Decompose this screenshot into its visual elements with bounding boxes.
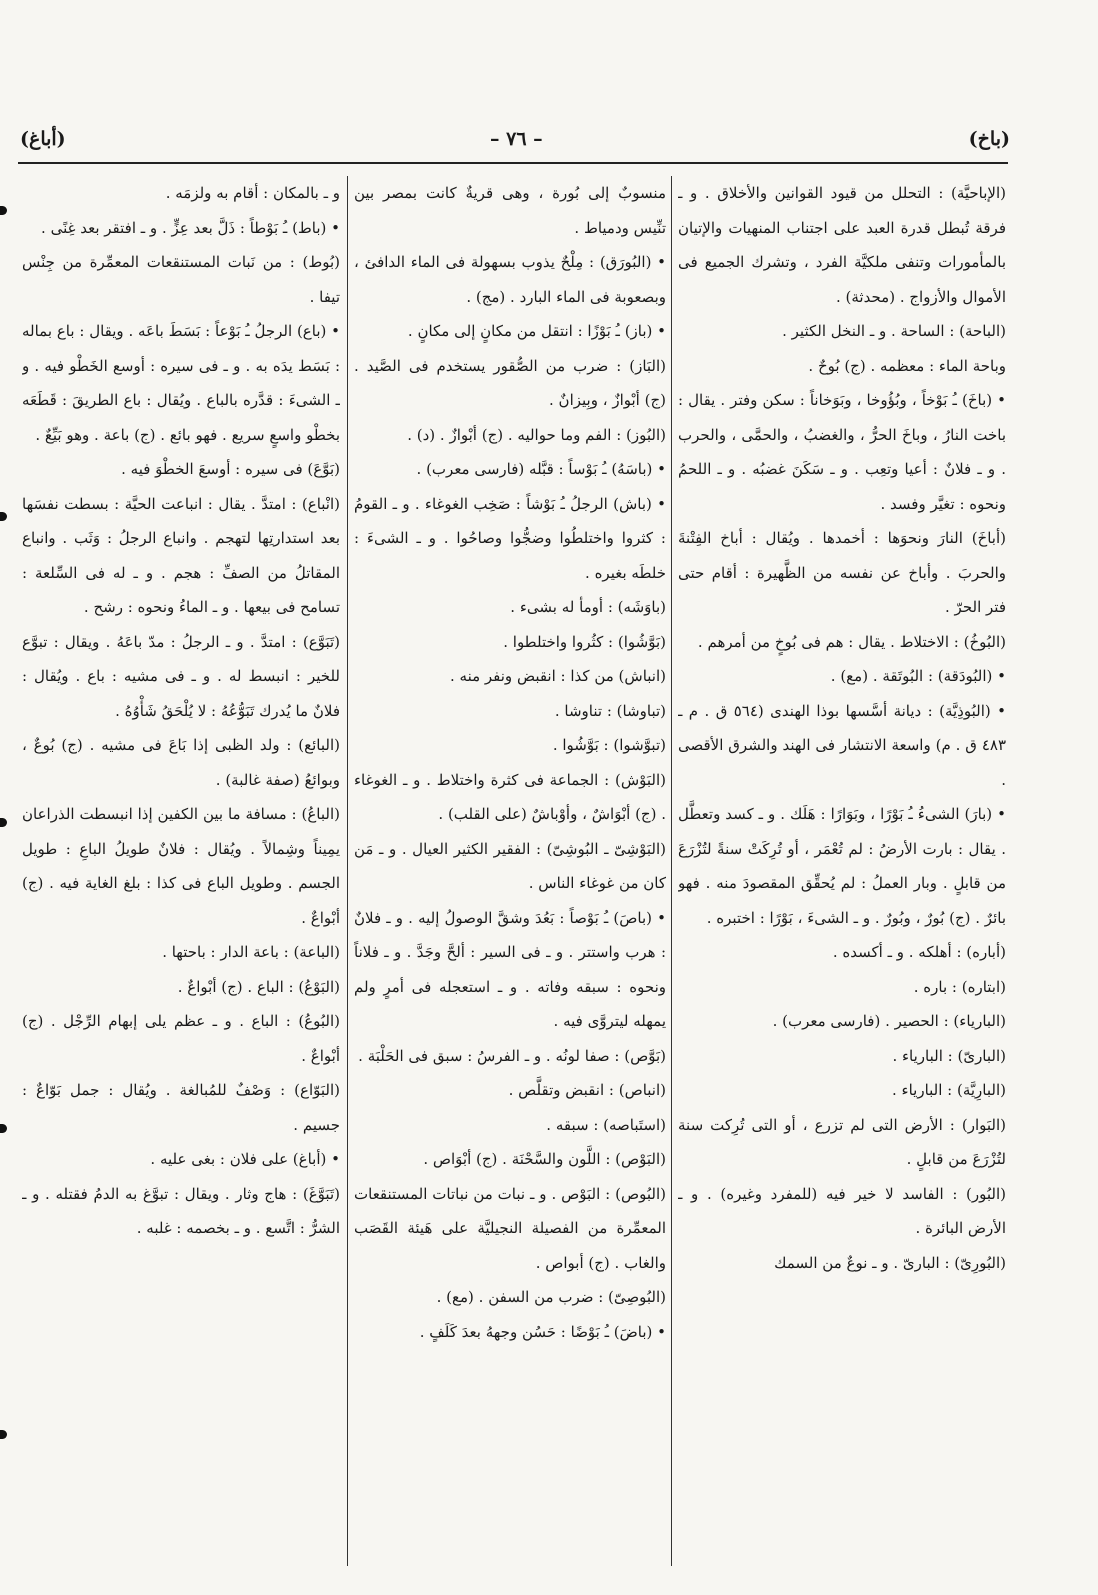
dictionary-entry: (البُوز) : الفم وما حواليه . (ج) أبْوازٌ . (د) . xyxy=(407,425,666,444)
edge-mark xyxy=(0,512,7,521)
page-number: – ٧٦ – xyxy=(490,128,543,150)
column-divider-left xyxy=(347,176,348,1566)
edge-mark xyxy=(0,206,7,215)
header-first-entry: (باخ) xyxy=(968,128,1010,150)
dictionary-entry: (أباخَ) النارَ ونحوَها : أخمدها . ويُقال : أباخ الفِتْنةَ والحربَ . وأباخ عن نفسه من الظَّهيرة : أقام حتى فتر الحرّ . xyxy=(678,529,1006,616)
dictionary-entry: منسوبٌ إلى بُورة ، وهى قريةٌ كانت بمصر بين تنِّيس ودمياط . xyxy=(354,184,666,237)
dictionary-entry: (البَوْشِىّ ـ البُوشِىّ) : الفقير الكثير العيال . و ـ مَن كان من غوغاء الناس . xyxy=(354,839,666,892)
dictionary-entry: (البُوعُ) : الباع . و ـ عظم يلى إبهام الرِّجْل . (ج) أبْواعٌ . xyxy=(22,1012,340,1065)
dictionary-entry: (البارياء) : الحصير . (فارسى معرب) . xyxy=(772,1012,1006,1030)
dictionary-entry: (انباص) : انقبض وتقلَّص . xyxy=(508,1081,666,1099)
dictionary-entry: • (باسَهُ) ـُ بَوْساً : قبَّله (فارسى معرب) . xyxy=(416,460,666,478)
dictionary-entry: (تَبَوَّغَ) : هاج وثار . ويقال : تبوَّغ به الدمُ فقتله . و ـ الشرُّ : اتَّسع . و ـ بخصمه : غلبه . xyxy=(22,1184,340,1237)
column-left xyxy=(22,176,340,1576)
dictionary-entry: (بَوَّص) : صفا لونُه . و ـ الفرسُ : سبق فى الحَلْبَة . xyxy=(358,1046,666,1065)
dictionary-entry: • (بارَ) الشىءُ ـُ بَوْرًا ، وبَوَارًا : هَلَك . و ـ كسد وتعطَّل . يقال : بارت الأرضُ : لم تُعْمَر ، أو تُرِكَتْ سنةً لتُزْرَعَ من قابلٍ . وبار العملُ : لم يُحقِّق المقصودَ منه . فهو بائرٌ . (ج) بُورٌ ، وبُورٌ . و ـ الشىءَ ، بَوْرًا : اختبره . xyxy=(678,805,1006,927)
dictionary-entry: • (باخَ) ـُ بَوْخاً ، وبُؤُوخا ، وبَوَخاناً : سكن وفتر . يقال : باخت النارُ ، وباخَ الحرُّ ، والغضبُ ، والحمَّى ، والحرب . و ـ فلانٌ : أعيا وتعِب . و ـ سَكَنَ غضبُه . و ـ اللحمُ ونحوه : تغيَّر وفسد . xyxy=(678,391,1006,513)
dictionary-entry: (الإباحيَّة) : التحلل من قيود القوانين والأخلاق . و ـ فرقة تُبطل قدرة العبد على اجتناب المنهيات والإتيان بالمأمورات وتنفى ملكيَّة الفرد ، وتشرك الجميع فى الأموال والأزواج . (محدثة) . xyxy=(678,184,1006,306)
dictionary-entry: • (باط) ـُ بَوْطاً : ذَلَّ بعد عِزٍّ . و ـ افتقر بعد غِنًى . xyxy=(41,218,340,237)
dictionary-entry: (البَوّاع) : وَصْفٌ للمُبالغة . ويُقال : جمل بَوّاعٌ : جسيم . xyxy=(22,1081,340,1134)
dictionary-entry: (البَوْعُ) : الباع . (ج) أبْواعٌ . xyxy=(177,977,340,996)
dictionary-entry: • (البُورَق) : مِلْحٌ يذوب بسهولة فى الماء الدافئ ، وبصعوبة فى الماء البارد . (مج) . xyxy=(354,253,666,306)
dictionary-entry: (الباعة) : باعة الدار : باحتها . xyxy=(162,943,340,961)
dictionary-entry: (البَوْص) : اللَّون والسَّحْنَة . (ج) أبْوَاص . xyxy=(423,1150,666,1168)
dictionary-entry: (أباره) : أهلكه . و ـ أكسده . xyxy=(832,943,1006,961)
dictionary-entry: (تباوشا) : تناوشا . xyxy=(554,701,666,720)
dictionary-entry: (البُور) : الفاسد لا خير فيه (للمفرد وغيره) . و ـ الأرض البائرة . xyxy=(678,1184,1006,1237)
dictionary-entry: • (البُوذِيَّة) : ديانة أسَّسها بوذا الهندى (٥٦٤ ق . م ـ ٤٨٣ ق . م) واسعة الانتشار فى الهند والشرق الأقصى . xyxy=(678,701,1006,789)
dictionary-entry: • (باز) ـُ بَوْزًا : انتقل من مكانٍ إلى مكانٍ . xyxy=(407,322,666,340)
dictionary-entry: (الباحة) : الساحة . و ـ النخل الكثير . xyxy=(782,322,1006,340)
dictionary-entry: (تَبَوَّع) : امتدَّ . و ـ الرجلُ : مدّ باعَهُ . ويقال : تبوَّع للخير : انبسط له . و ـ فى مشيه : باع . ويُقال : فلانٌ ما يُدرك تَبَوُّعُهُ : لا يُلْحَقُ شَأْوُهُ . xyxy=(22,632,340,720)
dictionary-entry: (استَباصه) : سبقه . xyxy=(546,1115,666,1134)
edge-mark xyxy=(0,1124,7,1133)
dictionary-entry: (البائع) : ولد الظبى إذا بَاعَ فى مشيه . (ج) بُوعٌ ، وبوائعُ (صفة غالبة) . xyxy=(22,736,340,789)
dictionary-entry: (البُوص) : البَوْص . و ـ نبات من نباتات المستنقعات المعمِّرة من الفصيلة النجيليَّة على هَيئة القَصَب والغاب . (ج) أبواص . xyxy=(354,1184,666,1272)
dictionary-entry: (انْباع) : امتدَّ . يقال : انباعت الحيَّة : بسطت نفسَها بعد استدارتِها لتهجم . وانباع الرجلُ : وَثَب . وانباع المقاتلُ من الصفِّ : هجم . و ـ له فى السِّلعة : تسامح فى بيعها . و ـ الماءُ ونحوه : رشح . xyxy=(22,494,340,616)
dictionary-entry: • (باش) الرجلُ ـُ بَوْشاً : صَخِب الغوغاء . و ـ القومُ : كثروا واختلطُوا وضجُّوا وصاحُوا . و ـ الشىءَ : خلطَه بغيره . xyxy=(354,494,666,582)
dictionary-entry: (بَوَّعَ) فى سيره : أوسعَ الخطْوَ فيه . xyxy=(121,460,340,478)
dictionary-entry: و ـ بالمكان : أقام به ولزمَه . xyxy=(165,184,340,202)
header-last-entry: (أباغ) xyxy=(20,128,66,150)
dictionary-entry: (البُورِىّ) : البارىّ . و ـ نوعٌ من السمك xyxy=(774,1253,1006,1272)
dictionary-entry: (البَاز) : ضرب من الصُّقور يستخدم فى الصَّيد . (ج) أبْوازٌ ، وبِيزانٌ . xyxy=(354,356,666,409)
dictionary-entry: • (البُودَقة) : البُوتَقة . (مع) . xyxy=(830,667,1006,685)
column-right xyxy=(678,176,1006,1576)
dictionary-entry: (البُوخُ) : الاختلاط . يقال : هم فى بُوخٍ من أمرهم . xyxy=(697,632,1006,651)
dictionary-entry: • (أباغ) على فلان : بغى عليه . xyxy=(150,1150,340,1168)
dictionary-entry: • (باصَ) ـُ بَوْصاً : بَعُدَ وشقَّ الوصولُ إليه . و ـ فلانٌ : هرب واستتر . و ـ فى السير : ألحَّ وجَدَّ . و ـ فلاناً ونحوه : سبقه وفاته . و ـ استعجله فى أمرٍ ولم يمهله ليتروَّى فيه . xyxy=(354,908,666,1030)
dictionary-entry: (البَوار) : الأرض التى لم تزرع ، أو التى تُرِكت سنة لتُزْرَعَ من قابلٍ . xyxy=(678,1115,1006,1168)
dictionary-entry: (ابتاره) : باره . xyxy=(913,977,1006,996)
dictionary-entry: (البارىّ) : البارياء . xyxy=(892,1046,1006,1065)
dictionary-entry: (باوَشَه) : أومأ له بشىء . xyxy=(510,598,666,616)
edge-mark xyxy=(0,1430,7,1439)
dictionary-entry: (البَوْش) : الجماعة فى كثرة واختلاط . و ـ الغوغاء . (ج) أبْوَاشٌ ، وأوْباشٌ (على القلب) . xyxy=(354,770,666,823)
dictionary-entry: (البارِيَّة) : البارياء . xyxy=(891,1081,1006,1099)
header-divider xyxy=(18,162,1008,164)
edge-mark xyxy=(0,818,7,827)
dictionary-entry: • (باع) الرجلُ ـُ بَوْعاً : بَسَطَ باعَه . ويقال : باع بماله : بَسَط يدَه به . و ـ فى سيره : أوسع الخَطْو فيه . و ـ الشىءَ : قدَّره بالباع . ويُقال : باع الطريقَ : قَطَعَه بخطْو واسعٍ سريع . فهو بائع . (ج) باعة . وهو بَيِّعٌ . xyxy=(22,322,340,444)
dictionary-entry: • (باضَ) ـُ بَوْضًا : حَسُن وجههُ بعدَ كَلَفٍ . xyxy=(419,1322,666,1341)
dictionary-entry: (تبوَّشوا) : بَوَّشُوا . xyxy=(552,736,666,754)
dictionary-entry: (الباعُ) : مسافة ما بين الكفين إذا انبسطت الذراعان يمِيناً وشِمالاً . ويُقال : فلانٌ طويلُ الباعِ : طويل الجسم . وطويل الباع فى كذا : بلغ الغاية فيه . (ج) أبْواعٌ . xyxy=(22,805,340,927)
dictionary-entry: (البُوصِىّ) : ضرب من السفن . (مع) . xyxy=(436,1288,666,1306)
column-middle xyxy=(354,176,666,1576)
dictionary-entry: وباحة الماء : معظمه . (ج) بُوحٌ . xyxy=(808,356,1006,375)
dictionary-entry: (بُوط) : من نَبات المستنقعات المعمِّرة من جِنْس تيفا . xyxy=(22,253,340,306)
column-divider-right xyxy=(671,176,672,1566)
dictionary-entry: (بَوَّشُوا) : كثُروا واختلطوا . xyxy=(503,632,666,651)
dictionary-entry: (انباش) من كذا : انقبض ونفر منه . xyxy=(449,667,666,685)
